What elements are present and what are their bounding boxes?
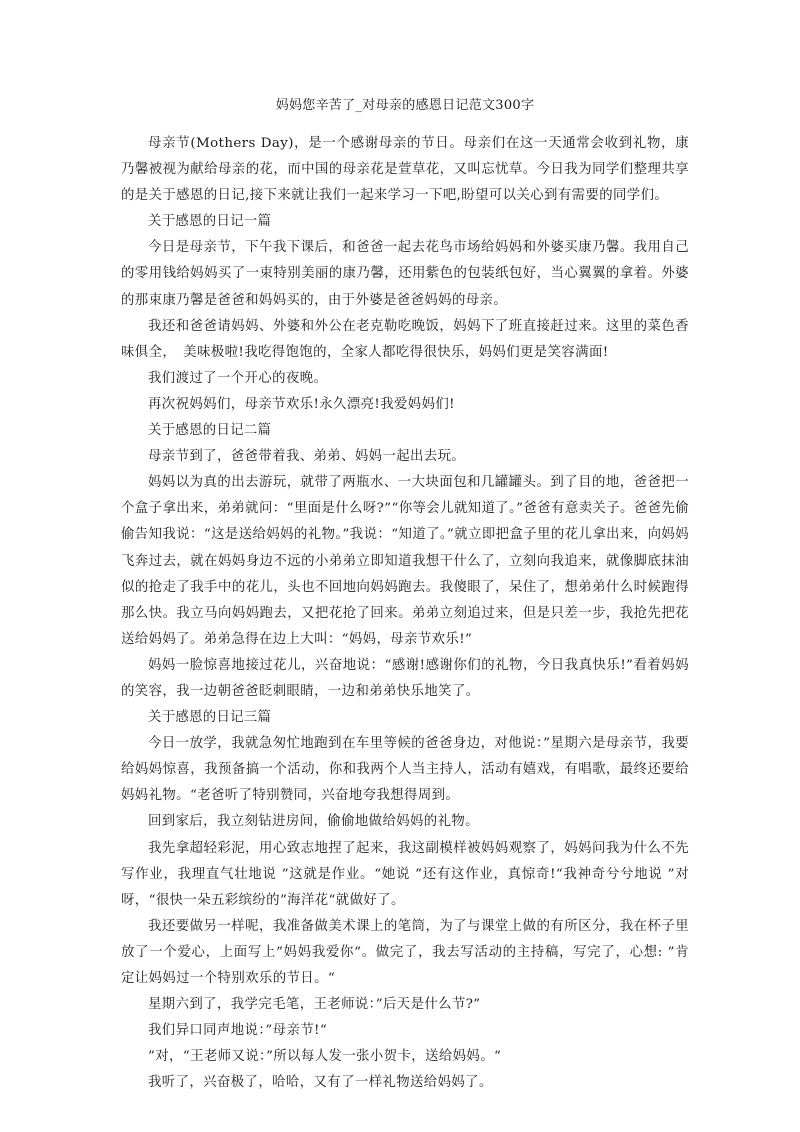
body-paragraph: 我还要做另一样呢，我准备做美术课上的笔筒，为了与课堂上做的有所区分，我在杯子里放了一个爱心，上面写上”妈妈我爱你“。做完了，我去写活动的主持稿，写完了，心想: ”肯定让妈妈过一个特别欢乐的节日。“ <box>121 918 689 986</box>
body-paragraph: ”对，“王老师又说：”所以每人发一张小贺卡，送给妈妈。“ <box>148 1049 502 1065</box>
body-paragraph: 妈妈一脸惊喜地接过花儿，兴奋地说：“感谢!感谢你们的礼物，今日我真快乐!”看着妈妈的笑容，我一边朝爸爸眨刺眼睛，一边和弟弟快乐地笑了。 <box>121 657 689 699</box>
document-body <box>121 131 689 1096</box>
body-paragraph: 今日一放学，我就急匆忙地跑到在车里等候的爸爸身边，对他说：”星期六是母亲节，我要给妈妈惊喜，我预备搞一个活动，你和我两个人当主持人，活动有嬉戏，有唱歌，最终还要给妈妈礼物。“老爸听了特别赞同，兴奋地夸我想得周到。 <box>121 736 689 804</box>
body-paragraph: 再次祝妈妈们，母亲节欢乐!永久漂亮!我爱妈妈们! <box>148 396 455 412</box>
section-heading: 关于感恩的日记三篇 <box>148 710 272 726</box>
document-page <box>121 96 689 1096</box>
body-paragraph: 妈妈以为真的出去游玩，就带了两瓶水、一大块面包和几罐罐头。到了目的地，爸爸把一个盒子拿出来，弟弟就问：“里面是什么呀?”“你等会儿就知道了。”爸爸有意卖关子。爸爸先偷偷告知我说：“这是送给妈妈的礼物。”我说：“知道了。”就立即把盒子里的花儿拿出来，向妈妈飞奔过去，就在妈妈身边不远的小弟弟立即知道我想干什么了，立刻向我追来，就像脚底抹油似的抢走了我手中的花儿，头也不回地向妈妈跑去。我傻眼了，呆住了，想弟弟什么时候跑得那么快。我立马向妈妈跑去，又把花抢了回来。弟弟立刻追过来，但是只差一步，我抢先把花送给妈妈了。弟弟急得在边上大叫：“妈妈，母亲节欢乐!” <box>121 475 689 647</box>
body-paragraph: 今日是母亲节，下午我下课后，和爸爸一起去花鸟市场给妈妈和外婆买康乃馨。我用自己的零用钱给妈妈买了一束特别美丽的康乃馨，还用紫色的包装纸包好，当心翼翼的拿着。外婆的那束康乃馨是爸爸和妈妈买的，由于外婆是爸爸妈妈的母亲。 <box>121 240 689 308</box>
body-paragraph: 母亲节(Mothers Day)，是一个感谢母亲的节日。母亲们在这一天通常会收到礼物，康乃馨被视为献给母亲的花，而中国的母亲花是萱草花，又叫忘忧草。今日我为同学们整理共享的是关于感恩的日记,接下来就让我们一起来学习一下吧,盼望可以关心到有需要的同学们。 <box>121 136 689 204</box>
body-paragraph: 星期六到了，我学完毛笔，王老师说：”后天是什么节?” <box>148 997 481 1013</box>
body-paragraph: 母亲节到了，爸爸带着我、弟弟、妈妈一起出去玩。 <box>148 449 466 465</box>
body-paragraph: 我们渡过了一个开心的夜晚。 <box>148 370 328 386</box>
body-paragraph: 我们异口同声地说：”母亲节!“ <box>148 1023 328 1039</box>
body-paragraph: 我听了，兴奋极了，哈哈，又有了一样礼物送给妈妈了。 <box>148 1075 493 1091</box>
body-paragraph: 我还和爸爸请妈妈、外婆和外公在老克勒吃晚饭，妈妈下了班直接赶过来。这里的菜色香味俱全， 美味极啦!我吃得饱饱的，全家人都吃得很快乐，妈妈们更是笑容满面! <box>121 318 689 360</box>
document-title: 妈妈您辛苦了_对母亲的感恩日记范文300字 <box>275 98 535 113</box>
body-paragraph: 回到家后，我立刻钻进房间，偷偷地做给妈妈的礼物。 <box>148 814 479 830</box>
section-heading: 关于感恩的日记二篇 <box>148 423 272 439</box>
body-paragraph: 我先拿超轻彩泥，用心致志地捏了起来，我这副模样被妈妈观察了，妈妈问我为什么不先写作业，我理直气壮地说 ”这就是作业。“她说 ”还有这作业，真惊奇!“我神奇兮兮地说 ”对呀，“很快一朵五彩缤纷的”海洋花“就做好了。 <box>121 840 689 908</box>
section-heading: 关于感恩的日记一篇 <box>148 214 272 230</box>
